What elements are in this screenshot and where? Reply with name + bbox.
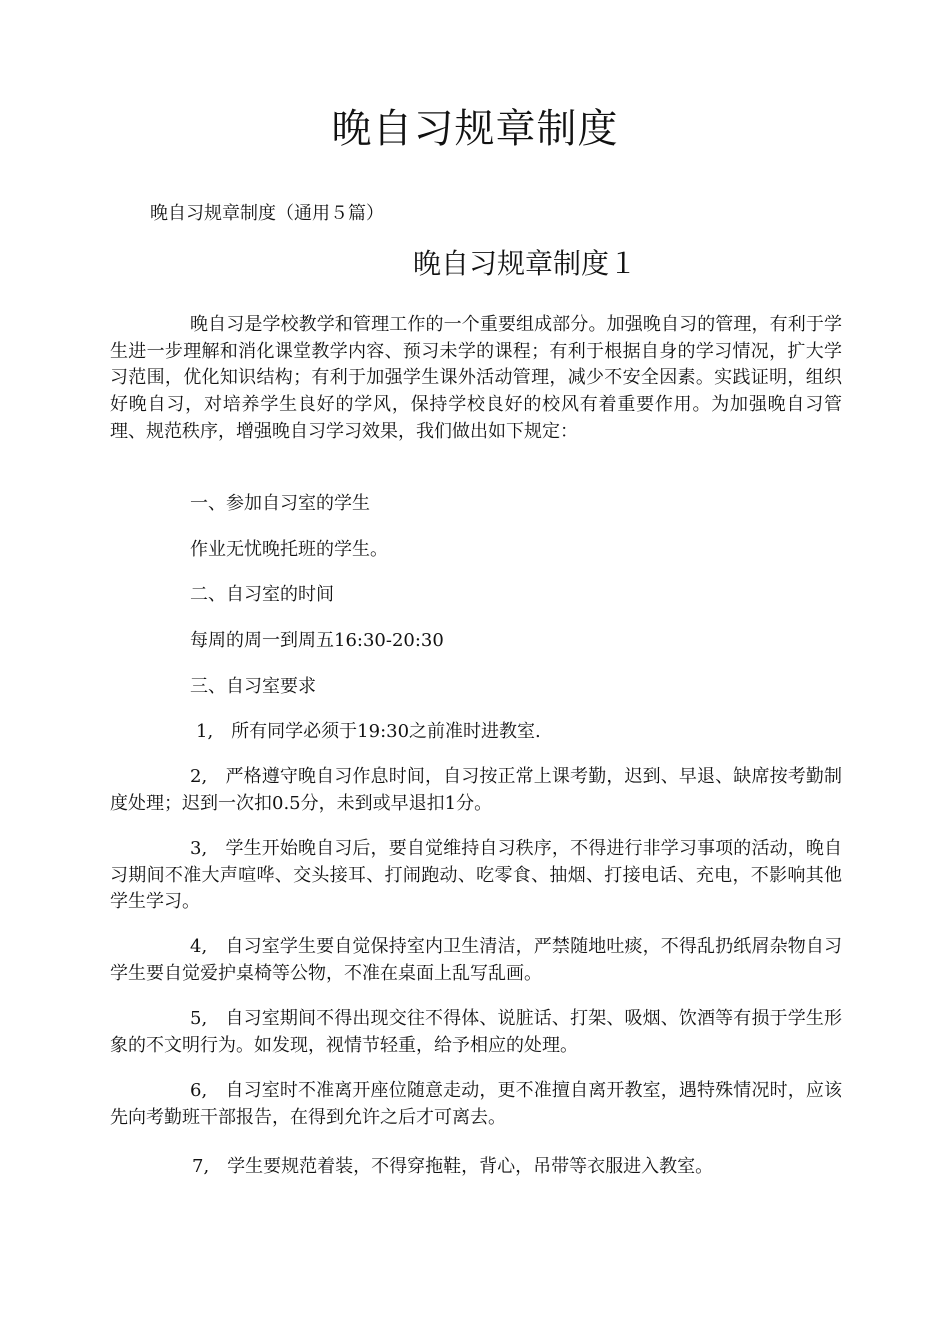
heading-time: 二、自习室的时间 [190,584,334,605]
rule-item: 4, 自习室学生要自觉保持室内卫生清洁，严禁随地吐痰，不得乱扔纸屑杂物自习学生要自觉爱护桌椅等公物，不准在桌面上乱写乱画。 [110,936,842,984]
section-title: 晚自习规章制度１ [412,247,637,280]
heading-requirements: 三、自习室要求 [190,676,316,697]
rule-item: 1, 所有同学必须于19:30之前准时进教室. [196,721,541,742]
document-subtitle: 晚自习规章制度（通用５篇） [150,203,384,224]
intro-paragraph: 晚自习是学校教学和管理工作的一个重要组成部分。加强晚自习的管理，有利于学生进一步理解和消化课堂教学内容、预习未学的课程；有利于根据自身的学习情况，扩大学习范围，优化知识结构；有利于加强学生课外活动管理，减少不安全因素。实践证明，组织好晚自习，对培养学生良好的学风，保持学校良好的校风有着重要作用。为加强晚自习管理、规范秩序，增强晚自习学习效果，我们做出如下规定： [110,314,842,442]
rule-item: 5, 自习室期间不得出现交往不得体、说脏话、打架、吸烟、饮酒等有损于学生形象的不文明行为。如发现，视情节轻重，给予相应的处理。 [110,1008,842,1056]
participants-text: 作业无忧晚托班的学生。 [190,539,388,560]
rule-item: 6, 自习室时不准离开座位随意走动，更不准擅自离开教室，遇特殊情况时，应该先向考勤班干部报告，在得到允许之后才可离去。 [110,1080,842,1128]
time-text: 每周的周一到周五16:30-20:30 [190,630,444,651]
document-title: 晚自习规章制度 [331,106,619,152]
rule-item: 2, 严格遵守晚自习作息时间，自习按正常上课考勤，迟到、早退、缺席按考勤制度处理；迟到一次扣0.5分，未到或早退扣1分。 [110,766,842,814]
rule-item: 3, 学生开始晚自习后，要自觉维持自习秩序，不得进行非学习事项的活动，晚自习期间不准大声喧哗、交头接耳、打闹跑动、吃零食、抽烟、打接电话、充电，不影响其他学生学习。 [110,838,842,913]
heading-participants: 一、参加自习室的学生 [190,493,370,514]
rule-item: 7, 学生要规范着装，不得穿拖鞋，背心，吊带等衣服进入教室。 [192,1156,714,1177]
